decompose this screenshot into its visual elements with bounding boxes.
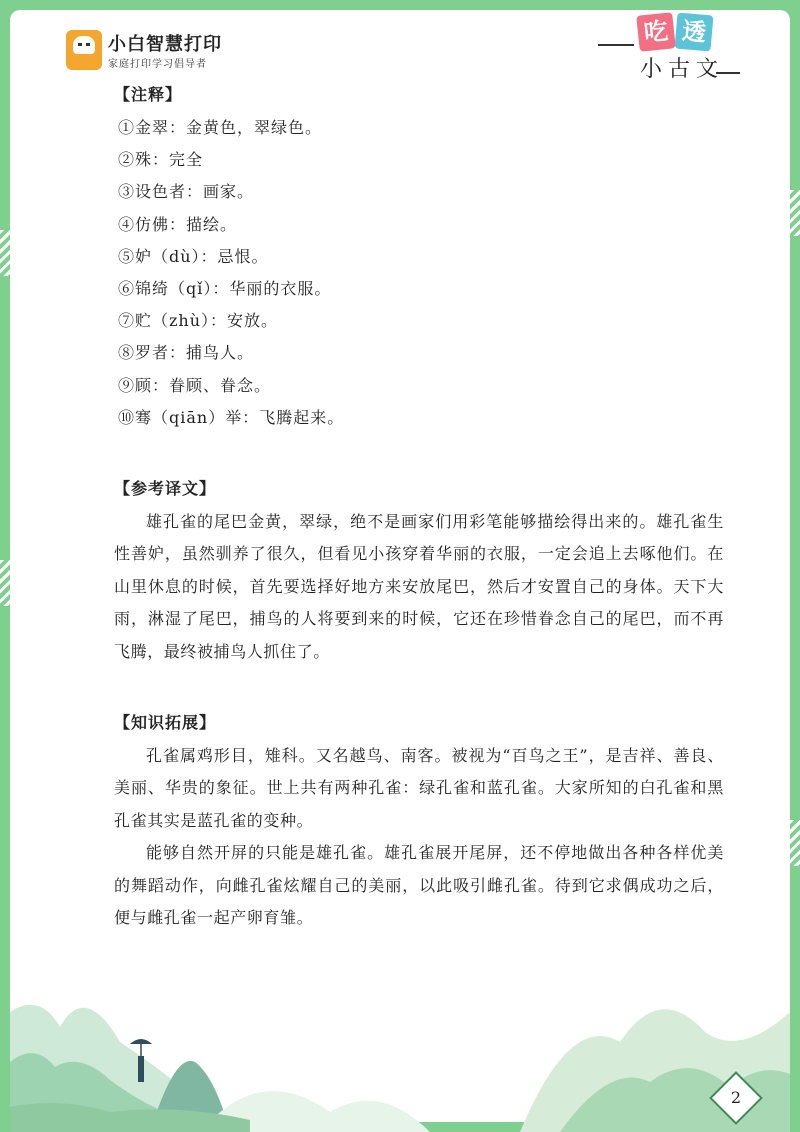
knowledge-heading: 【知识拓展】	[114, 712, 217, 732]
notes-section	[104, 78, 724, 434]
note-item: ⑨顾：眷顾、眷念。	[118, 375, 272, 395]
brand-char-tou: 透	[674, 12, 713, 51]
note-item: ⑦贮（zhù）：安放。	[118, 311, 279, 331]
note-item: ③设色者：画家。	[118, 182, 255, 202]
brand-logo	[66, 28, 256, 74]
note-item: ⑧罗者：捕鸟人。	[118, 343, 255, 363]
printer-logo-icon	[66, 30, 102, 70]
note-item: ①金翠：金黄色，翠绿色。	[118, 118, 323, 137]
note-item: ⑥锦绮（qǐ）：华丽的衣服。	[118, 278, 332, 298]
translation-paragraph: 雄孔雀的尾巴金黄，翠绿，绝不是画家们用彩笔能够描绘得出来的。雄孔雀生性善妒，虽然驯养了很久，但看见小孩穿着华丽的衣服，一定会追上去啄他们。在山里休息的时候，首先要选择好地方来安放尾巴，然后才安置自己的身体。天下大雨，淋湿了尾巴，捕鸟的人将要到来的时候，它还在珍惜眷念自己的尾巴，而不再飞腾，最终被捕鸟人抓住了。	[114, 511, 724, 661]
logo-subtitle: 家庭打印学习倡导者	[108, 59, 207, 70]
brand-char-chi: 吃	[636, 12, 676, 52]
brand-line-left	[598, 44, 634, 46]
logo-title: 小白智慧打印	[108, 34, 222, 55]
knowledge-paragraph: 孔雀属鸡形目，雉科。又名越鸟、南客。被视为“百鸟之王”，是吉祥、善良、美丽、华贵的象征。世上共有两种孔雀：绿孔雀和蓝孔雀。大家所知的白孔雀和黑孔雀其实是蓝孔雀的变种。	[114, 745, 724, 830]
frame-stripes-right-top	[790, 190, 800, 236]
mountain-scenery	[0, 812, 800, 1132]
page-number: 2	[730, 1088, 742, 1107]
page-content	[104, 78, 724, 934]
series-brand	[620, 14, 760, 84]
knowledge-paragraph: 能够自然开屏的只能是雄孔雀。雄孔雀展开尾屏，还不停地做出各种各样优美的舞蹈动作，向雌孔雀炫耀自己的美丽，以此吸引雌孔雀。待到它求偶成功之后，便与雌孔雀一起产卵育雏。	[114, 843, 724, 927]
frame-stripes-left-top	[0, 230, 10, 276]
notes-heading: 【注释】	[114, 85, 183, 104]
translation-heading: 【参考译文】	[114, 478, 217, 498]
note-item: ⑤妒（dù）：忌恨。	[118, 246, 269, 266]
frame-stripes-left-bottom	[0, 560, 10, 606]
brand-subtitle: 小古文	[640, 57, 725, 82]
note-item: ④仿佛：描绘。	[118, 214, 238, 234]
translation-section	[104, 472, 724, 668]
note-item: ⑩骞（qiān）举：飞腾起来。	[118, 407, 345, 427]
notes-list	[104, 112, 724, 434]
note-item: ②殊：完全	[118, 150, 204, 170]
